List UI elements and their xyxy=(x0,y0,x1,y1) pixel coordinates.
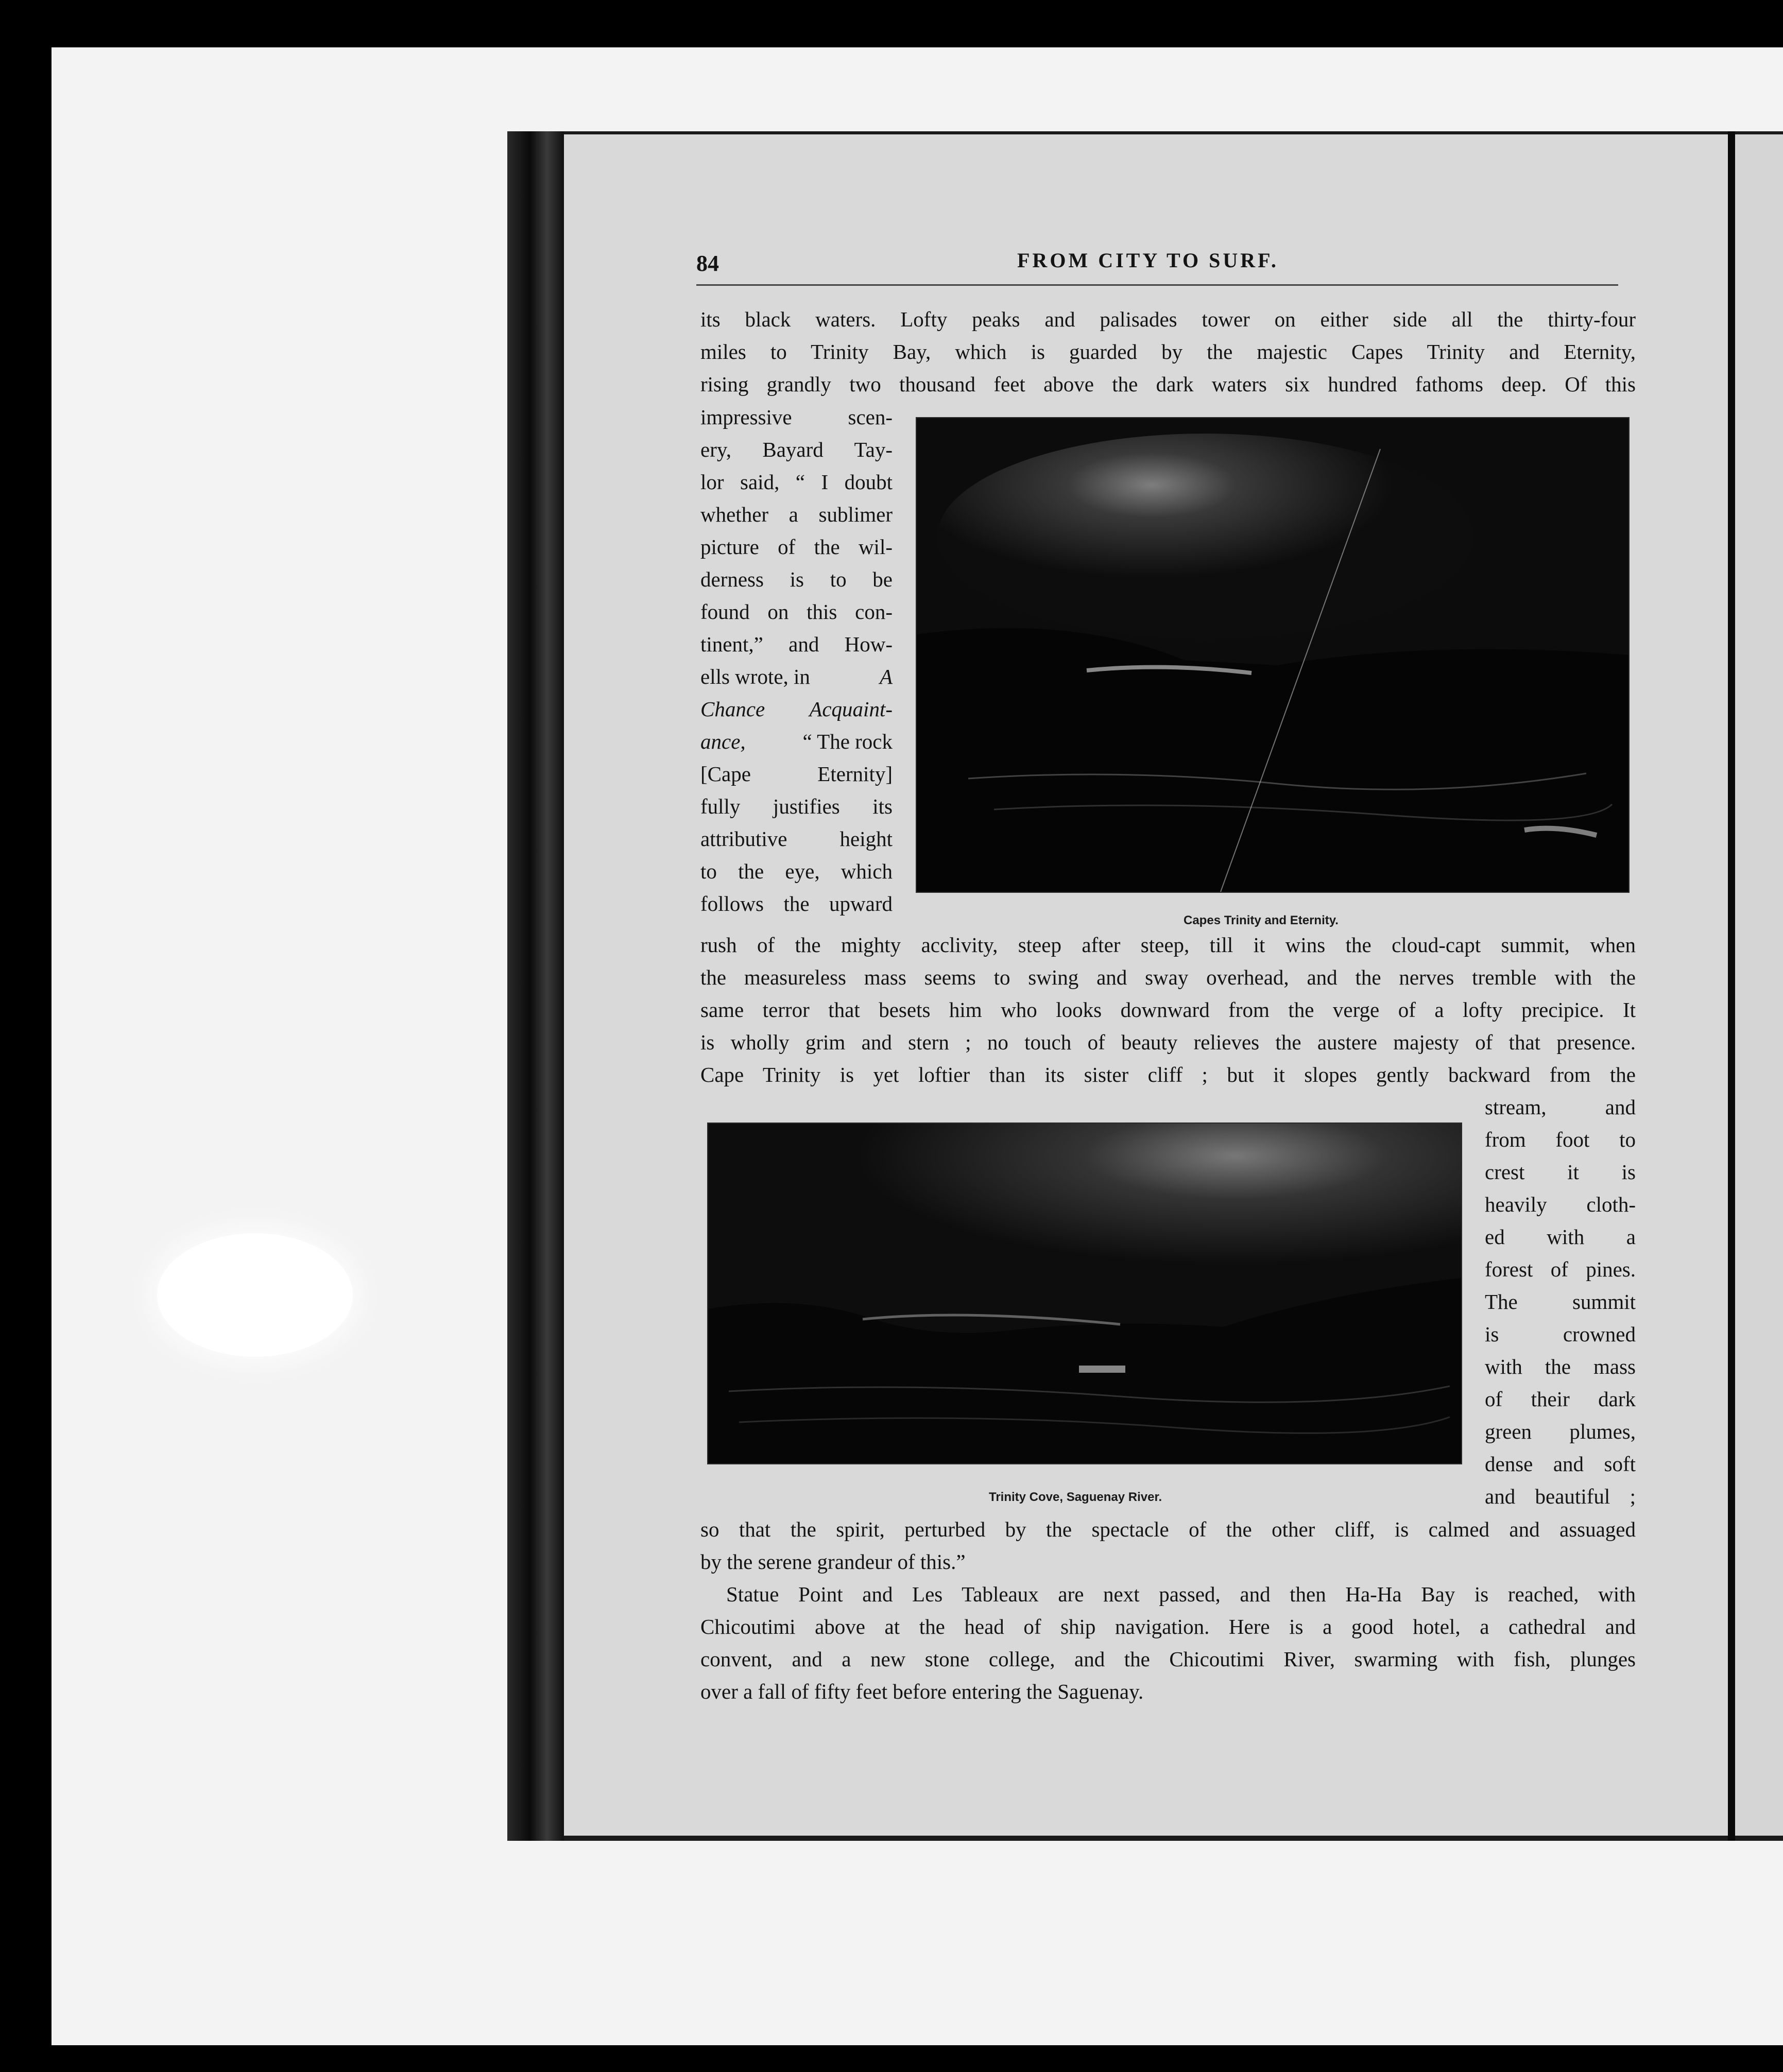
film-stain xyxy=(157,1233,353,1357)
body-line: the measureless mass seems to swing and sway overhead, and the nerves tremble with the xyxy=(700,965,1636,989)
body-line: The summit xyxy=(1485,1290,1636,1314)
body-line: to the eye, which xyxy=(700,859,893,883)
body-line: tinent,” and How- xyxy=(700,632,893,656)
body-line: is crowned xyxy=(1485,1322,1636,1346)
body-line: so that the spirit, perturbed by the spectacle of the other cliff, is calmed and assuaged xyxy=(700,1517,1636,1541)
body-line xyxy=(700,666,893,687)
book-spine xyxy=(507,131,564,1841)
body-line: [Cape Eternity] xyxy=(700,762,893,786)
engraving-capes-trinity-eternity xyxy=(916,417,1630,893)
body-line: crest it is xyxy=(1485,1160,1636,1184)
italic-title-end: ance, xyxy=(700,730,746,753)
paragraph-first-line: Statue Point and Les Tableaux are next passed, and then Ha-Ha Bay is reached, with xyxy=(726,1582,1636,1606)
body-line: picture of the wil- xyxy=(700,535,893,559)
body-line: derness is to be xyxy=(700,567,893,591)
body-line: forest of pines. xyxy=(1485,1257,1636,1281)
body-line: attributive height xyxy=(700,827,893,851)
body-line: from foot to xyxy=(1485,1128,1636,1151)
body-line: found on this con- xyxy=(700,600,893,624)
body-line-text: “ The rock xyxy=(802,730,893,753)
body-line: of their dark xyxy=(1485,1387,1636,1411)
figure-caption: Trinity Cove, Saguenay River. xyxy=(989,1490,1162,1504)
body-line: miles to Trinity Bay, which is guarded by the majestic Capes Trinity and Eternity, xyxy=(700,340,1636,364)
body-line: follows the upward xyxy=(700,892,893,916)
italic-title-line: Chance Acquaint- xyxy=(700,697,893,721)
body-line: dense and soft xyxy=(1485,1452,1636,1476)
body-line: and beautiful ; xyxy=(1485,1484,1636,1508)
body-line: fully justifies its xyxy=(700,795,893,818)
body-line: green plumes, xyxy=(1485,1420,1636,1443)
body-line: stream, and xyxy=(1485,1095,1636,1119)
page-number: 84 xyxy=(696,251,719,276)
body-line: over a fall of fifty feet before entering the Saguenay. xyxy=(700,1680,1144,1703)
body-line: Chicoutimi above at the head of ship navigation. Here is a good hotel, a cathedral and xyxy=(700,1615,1636,1638)
body-line: Cape Trinity is yet loftier than its sister cliff ; but it slopes gently backward from the xyxy=(700,1063,1636,1086)
body-line: convent, and a new stone college, and the Chicoutimi River, swarming with fish, plunges xyxy=(700,1647,1636,1671)
body-line: rush of the mighty acclivity, steep after steep, till it wins the cloud-capt summit, when xyxy=(700,933,1636,957)
body-line: with the mass xyxy=(1485,1355,1636,1378)
body-line: is wholly grim and stern ; no touch of beauty relieves the austere majesty of that presence. xyxy=(700,1030,1636,1054)
page-gutter xyxy=(1728,131,1735,1841)
body-line: rising grandly two thousand feet above the dark waters six hundred fathoms deep. Of this xyxy=(700,372,1636,396)
body-line: whether a sublimer xyxy=(700,503,893,526)
body-line: by the serene grandeur of this.” xyxy=(700,1550,966,1574)
facing-page-edge xyxy=(1735,131,1783,1841)
body-line: heavily cloth- xyxy=(1485,1193,1636,1216)
body-line: ery, Bayard Tay- xyxy=(700,438,893,461)
italic-title-start: A xyxy=(879,665,893,688)
body-line: ed with a xyxy=(1485,1225,1636,1249)
body-line: lor said, “ I doubt xyxy=(700,470,893,494)
running-head: FROM CITY TO SURF. xyxy=(1017,249,1279,272)
header-rule xyxy=(696,284,1618,286)
body-line-text: ells wrote, in xyxy=(700,665,810,688)
figure-caption: Capes Trinity and Eternity. xyxy=(1184,913,1339,927)
body-line: impressive scen- xyxy=(700,405,893,429)
body-line xyxy=(700,731,893,752)
body-line: same terror that besets him who looks downward from the verge of a lofty precipice. It xyxy=(700,998,1636,1022)
body-line: its black waters. Lofty peaks and palisades tower on either side all the thirty-four xyxy=(700,307,1636,331)
engraving-trinity-cove xyxy=(707,1123,1462,1464)
